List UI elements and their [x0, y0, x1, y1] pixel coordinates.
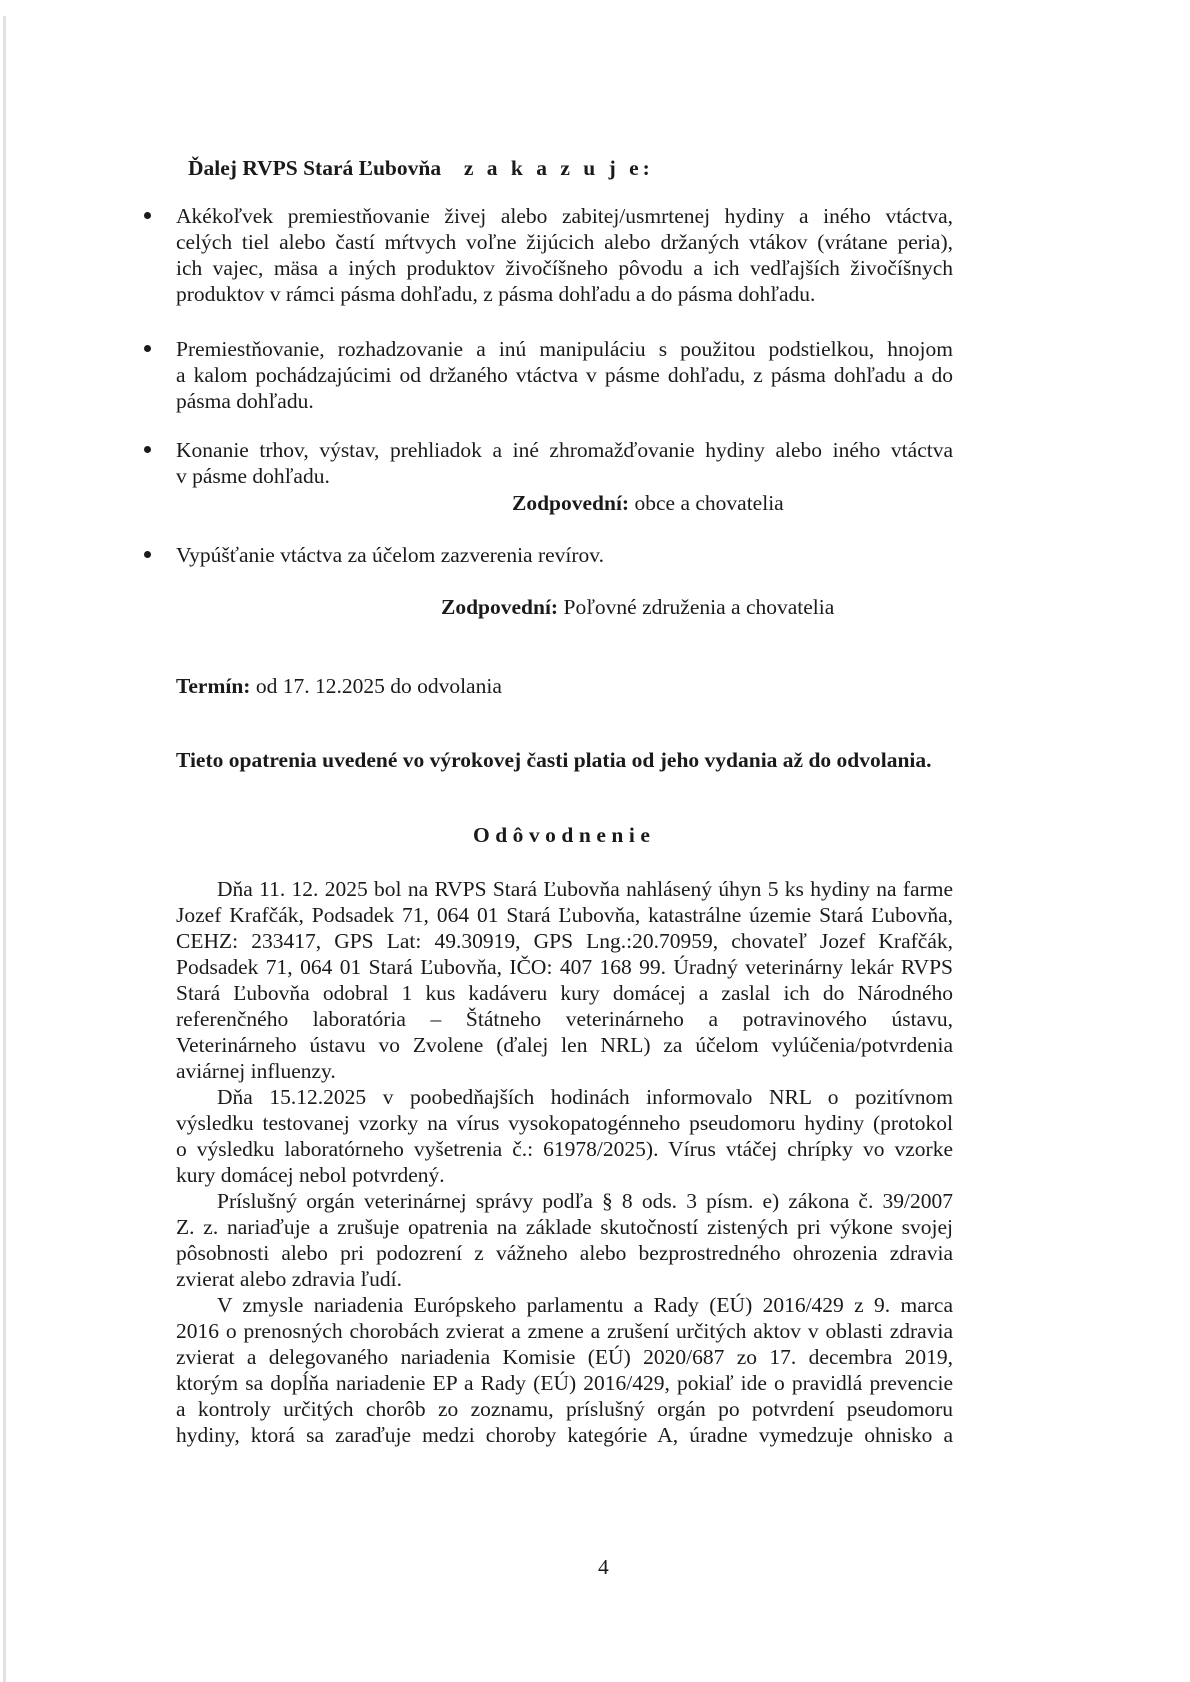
justification-line: zvierat alebo zdravia ľudí.: [176, 1267, 403, 1291]
justification-line: a kontroly určitých chorôb zo zoznamu, príslušný orgán po potvrdení pseudomoru: [176, 1397, 953, 1421]
justification-line: Veterinárneho ústavu vo Zvolene (ďalej len NRL) za účelom vylúčenia/potvrdenia: [176, 1033, 953, 1057]
responsible-label: Zodpovední:: [441, 595, 559, 619]
heading-verb: z a k a z u j e:: [463, 156, 654, 180]
justification-line: kury domácej nebol potvrdený.: [176, 1163, 445, 1187]
justification-title: Odôvodnenie: [473, 823, 656, 847]
term-label: Termín:: [176, 674, 251, 698]
responsible-label: Zodpovední:: [512, 491, 630, 515]
validity-statement: Tieto opatrenia uvedené vo výrokovej časti platia od jeho vydania až do odvolania.: [176, 748, 932, 772]
justification-line: Podsadek 71, 064 01 Stará Ľubovňa, IČO: 407 168 99. Úradný veterinárny lekár RVPS: [176, 955, 953, 979]
justification-line: o výsledku laboratórneho vyšetrenia č.: 61978/2025). Vírus vtáčej chrípky vo vzorke: [176, 1137, 953, 1161]
term-value: od 17. 12.2025 do odvolania: [250, 674, 502, 698]
justification-line: výsledku testovanej vzorky na vírus vysokopatogénneho pseudomoru hydiny (protokol: [176, 1111, 953, 1135]
prohibition-2-line: Premiestňovanie, rozhadzovanie a inú manipuláciu s použitou podstielkou, hnojom: [176, 337, 953, 361]
justification-line: Dňa 11. 12. 2025 bol na RVPS Stará Ľubovňa nahlásený úhyn 5 ks hydiny na farme: [217, 877, 953, 901]
responsible-parties-3: [512, 490, 784, 516]
prohibition-1-line: celých tiel alebo častí mŕtvych voľne žijúcich alebo držaných vtákov (vrátane peria),: [176, 230, 953, 254]
justification-line: ktorým sa dopĺňa nariadenie EP a Rady (EÚ) 2016/429, pokiaľ ide o pravidlá prevencie: [176, 1371, 953, 1395]
prohibition-3-line: Konanie trhov, výstav, prehliadok a iné zhromažďovanie hydiny alebo iného vtáctva: [176, 438, 953, 462]
prohibition-heading: [188, 156, 654, 181]
term: [176, 673, 502, 699]
justification-line: Stará Ľubovňa odobral 1 kus kadáveru kury domácej a zaslal ich do Národného: [176, 981, 953, 1005]
justification-line: zvierat a delegovaného nariadenia Komisie (EÚ) 2020/687 zo 17. decembra 2019,: [176, 1345, 953, 1369]
justification-line: Jozef Krafčák, Podsadek 71, 064 01 Stará Ľubovňa, katastrálne územie Stará Ľubovňa,: [176, 903, 953, 927]
justification-line: Dňa 15.12.2025 v poobedňajších hodinách informovalo NRL o pozitívnom: [217, 1085, 953, 1109]
justification-line: CEHZ: 233417, GPS Lat: 49.30919, GPS Lng.:20.70959, chovateľ Jozef Krafčák,: [176, 929, 953, 953]
prohibition-2-line: a kalom pochádzajúcimi od držaného vtáctva v pásme dohľadu, z pásma dohľadu a do: [176, 363, 953, 387]
bullet-icon: [144, 212, 151, 219]
prohibition-2-line: pásma dohľadu.: [176, 389, 314, 413]
prohibition-4-line: Vypúšťanie vtáctva za účelom zazverenia revírov.: [176, 543, 605, 567]
justification-line: Príslušný orgán veterinárnej správy podľa § 8 ods. 3 písm. e) zákona č. 39/2007: [217, 1189, 953, 1213]
justification-line: hydiny, ktorá sa zaraďuje medzi choroby kategórie A, úradne vymedzuje ohnisko a: [176, 1423, 953, 1447]
justification-line: aviárnej influenzy.: [176, 1059, 336, 1083]
bullet-icon: [144, 446, 151, 453]
responsible-value: Poľovné združenia a chovatelia: [558, 595, 835, 619]
justification-line: V zmysle nariadenia Európskeho parlamentu a Rady (EÚ) 2016/429 z 9. marca: [217, 1293, 953, 1317]
heading-prefix: Ďalej RVPS Stará Ľubovňa: [188, 156, 442, 180]
prohibition-1-line: ich vajec, mäsa a iných produktov živočíšneho pôvodu a ich vedľajších živočíšnych: [176, 256, 953, 280]
prohibition-3-line: v pásme dohľadu.: [176, 464, 330, 488]
bullet-icon: [144, 551, 151, 558]
justification-line: 2016 o prenosných chorobách zvierat a zmene a zrušení určitých aktov v oblasti zdravia: [176, 1319, 953, 1343]
responsible-parties-4: [441, 594, 834, 620]
responsible-value: obce a chovatelia: [629, 491, 784, 515]
prohibition-1-line: produktov v rámci pásma dohľadu, z pásma dohľadu a do pásma dohľadu.: [176, 282, 816, 306]
justification-line: Z. z. nariaďuje a zrušuje opatrenia na základe skutočností zistených pri výkone svojej: [176, 1215, 953, 1239]
prohibition-1-line: Akékoľvek premiestňovanie živej alebo zabitej/usmrtenej hydiny a iného vtáctva,: [176, 204, 953, 228]
justification-line: pôsobnosti alebo pri podozrení z vážneho alebo bezprostredného ohrozenia zdravia: [176, 1241, 953, 1265]
bullet-icon: [144, 345, 151, 352]
page-number: 4: [598, 1555, 609, 1579]
justification-line: referenčného laboratória – Štátneho veterinárneho a potravinového ústavu,: [176, 1007, 953, 1031]
